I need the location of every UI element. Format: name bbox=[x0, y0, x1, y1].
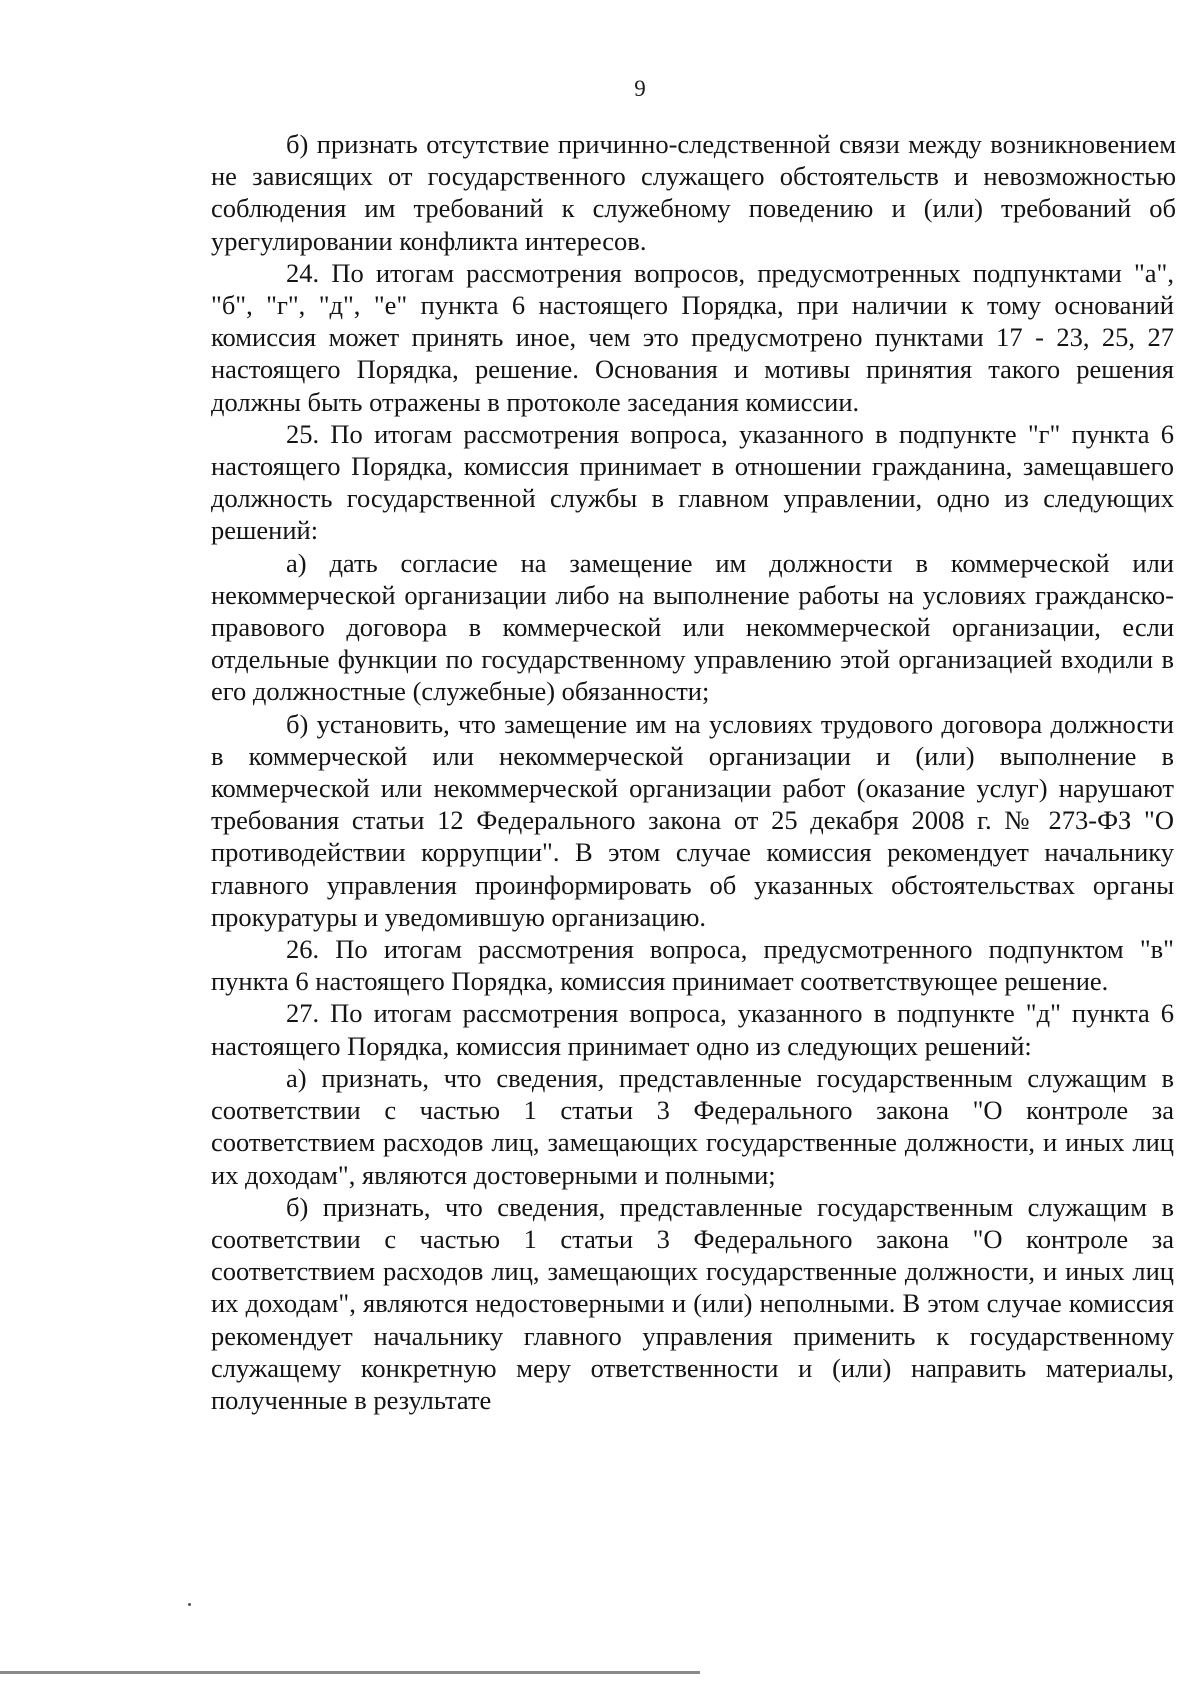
paragraph-23b: б) признать отсутствие причинно-следственной связи между возникновением не зависящих от государственного служащего обстоятельств и невозможностью соблюдения им требований к служебному поведению и (или) требований об урегулировании конфликта интересов. bbox=[211, 129, 1176, 256]
page-number: 9 bbox=[634, 76, 646, 101]
paragraph-24: 24. По итогам рассмотрения вопросов, предусмотренных подпунктами "а", "б", "г", "д", "е" пункта 6 настоящего Порядка, при наличии к тому оснований комиссия может принять иное, чем это предусмотрено пунктами 17 - 23, 25, 27 настоящего Порядка, решение. Основания и мотивы принятия такого решения должны быть отражены в протоколе заседания комиссии. bbox=[211, 257, 1174, 417]
document-body bbox=[211, 128, 1174, 1416]
paragraph-25a: а) дать согласие на замещение им должности в коммерческой или некоммерческой организации либо на выполнение работы на условиях гражданско-правового договора в коммерческой или некоммерческой организации, если отдельные функции по государственному управлению этой организацией входили в его должностные (служебные) обязанности; bbox=[211, 547, 1174, 707]
paragraph-27: 27. По итогам рассмотрения вопроса, указанного в подпункте "д" пункта 6 настоящего Порядка, комиссия принимает одно из следующих решений: bbox=[211, 998, 1174, 1061]
paragraph-27a: а) признать, что сведения, представленные государственным служащим в соответствии с частью 1 статьи 3 Федерального закона "О контроле за соответствием расходов лиц, замещающих государственные должности, и иных лиц их доходам", являются достоверными и полными; bbox=[211, 1062, 1174, 1190]
paragraph-27b: б) признать, что сведения, представленные государственным служащим в соответствии с частью 1 статьи 3 Федерального закона "О контроле за соответствием расходов лиц, замещающих государственные должности, и иных лиц их доходам", являются недостоверными и (или) неполными. В этом случае комиссия рекомендует начальнику главного управления применить к государственному служащему конкретную меру ответственности и (или) направить материалы, полученные в результате bbox=[211, 1191, 1174, 1415]
paragraph-25: 25. По итогам рассмотрения вопроса, указанного в подпункте "г" пункта 6 настоящего Порядка, комиссия принимает в отношении гражданина, замещавшего должность государственной службы в главном управлении, одно из следующих решений: bbox=[211, 418, 1174, 546]
scan-speck bbox=[188, 1603, 191, 1606]
paragraph-25b: б) установить, что замещение им на условиях трудового договора должности в коммерческой или некоммерческой организации и (или) выполнение в коммерческой или некоммерческой организации работ (оказание услуг) нарушают требования статьи 12 Федерального закона от 25 декабря 2008 г. № 273-ФЗ "О противодействии коррупции". В этом случае комиссия рекомендует начальнику главного управления проинформировать об указанных обстоятельствах органы прокуратуры и уведомившую организацию. bbox=[211, 708, 1174, 932]
paragraph-26: 26. По итогам рассмотрения вопроса, предусмотренного подпунктом "в" пункта 6 настоящего Порядка, комиссия принимает соответствующее решение. bbox=[211, 934, 1174, 997]
scan-bottom-edge bbox=[0, 1671, 700, 1674]
